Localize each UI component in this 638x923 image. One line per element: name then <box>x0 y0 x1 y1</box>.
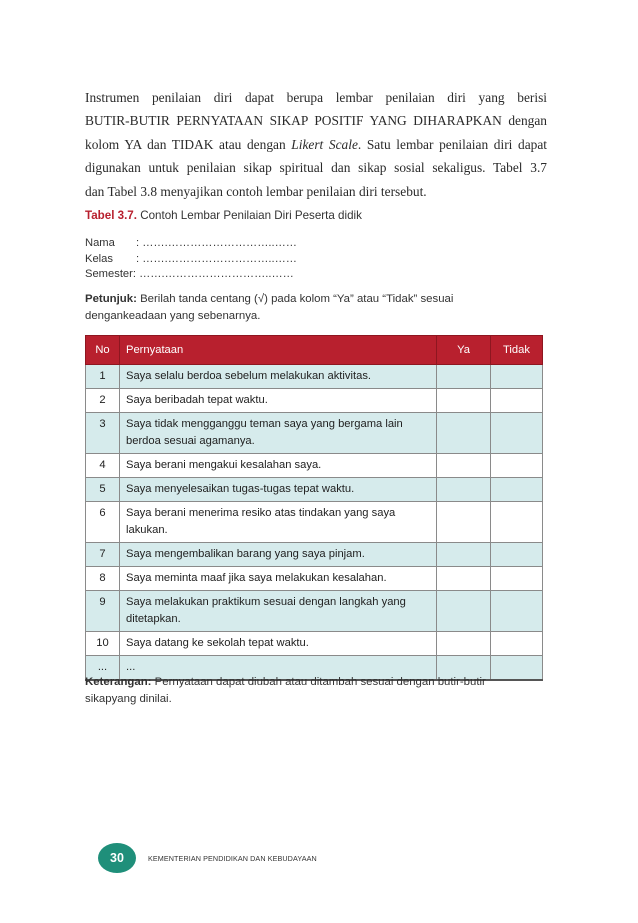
tidak-checkbox-cell[interactable] <box>491 478 543 502</box>
statement-line: Saya berani mengakui kesalahan saya. <box>126 459 322 471</box>
tidak-checkbox-cell[interactable] <box>491 567 543 591</box>
notes-label: Keterangan: <box>85 676 152 688</box>
header-statement: Pernyataan <box>120 336 437 365</box>
notes-text: sikapyang dinilai. <box>85 693 172 705</box>
statement-line: Saya menyelesaikan tugas-tugas tepat waktu. <box>126 483 355 495</box>
publisher-name: KEMENTERIAN PENDIDIKAN DAN KEBUDAYAAN <box>148 853 317 863</box>
table-row <box>86 389 543 413</box>
assessment-table <box>85 335 543 681</box>
row-number: 7 <box>86 543 120 567</box>
statement-line: Saya mengembalikan barang yang saya pinjam. <box>126 548 365 560</box>
tidak-checkbox-cell[interactable] <box>491 413 543 454</box>
statement-line: Saya meminta maaf jika saya melakukan kesalahan. <box>126 572 387 584</box>
table-header-row <box>86 336 543 365</box>
row-statement <box>120 543 437 567</box>
row-number: 2 <box>86 389 120 413</box>
row-number: 8 <box>86 567 120 591</box>
row-statement <box>120 567 437 591</box>
ya-checkbox-cell[interactable] <box>437 632 491 656</box>
field-label: Kelas <box>85 252 113 265</box>
tidak-checkbox-cell[interactable] <box>491 365 543 389</box>
tidak-checkbox-cell[interactable] <box>491 591 543 632</box>
ya-checkbox-cell[interactable] <box>437 502 491 543</box>
intro-line: dan Tabel 3.8 menyajikan contoh lembar penilaian diri tersebut. <box>85 183 427 199</box>
instructions-text: Berilah tanda centang (√) pada kolom “Ya” atau “Tidak” sesuai <box>136 293 454 305</box>
row-number: 1 <box>86 365 120 389</box>
row-number: 3 <box>86 413 120 454</box>
table-row <box>86 502 543 543</box>
field-dots: : …….………………………..…… <box>132 268 294 280</box>
row-number: 4 <box>86 454 120 478</box>
intro-text: . Satu lembar penilaian diri dapat <box>357 136 547 152</box>
tidak-checkbox-cell[interactable] <box>491 632 543 656</box>
intro-text: kolom YA dan TIDAK atau dengan <box>85 136 292 152</box>
statement-line: lakukan. <box>126 524 168 536</box>
row-statement <box>120 365 437 389</box>
row-number: 9 <box>86 591 120 632</box>
instructions <box>85 291 545 325</box>
field-dots: : …….………………………..…… <box>136 252 297 265</box>
tidak-checkbox-cell[interactable] <box>491 389 543 413</box>
tidak-checkbox-cell[interactable] <box>491 454 543 478</box>
table-row <box>86 632 543 656</box>
statement-line: Saya melakukan praktikum sesuai dengan langkah yang <box>126 596 406 608</box>
row-number: 10 <box>86 632 120 656</box>
ya-checkbox-cell[interactable] <box>437 543 491 567</box>
row-statement <box>120 591 437 632</box>
ya-checkbox-cell[interactable] <box>437 591 491 632</box>
row-statement <box>120 632 437 656</box>
row-number: 6 <box>86 502 120 543</box>
intro-paragraph <box>85 86 547 203</box>
table-caption-tag: Tabel 3.7. <box>85 209 137 222</box>
page-footer <box>98 843 317 873</box>
field-semester[interactable] <box>85 267 297 283</box>
table-row <box>86 591 543 632</box>
row-statement <box>120 454 437 478</box>
table-caption-text: Contoh Lembar Penilaian Diri Peserta didik <box>136 209 362 222</box>
intro-line: digunakan untuk penilaian sikap spiritual dan sikap sosial sekaligus. Tabel 3.7 <box>85 160 547 176</box>
page-number-badge: 30 <box>98 843 136 873</box>
ya-checkbox-cell[interactable] <box>437 365 491 389</box>
intro-line <box>85 133 547 156</box>
tidak-checkbox-cell[interactable] <box>491 543 543 567</box>
notes-text: Pernyataan dapat diubah atau ditambah sesuai dengan butir-butir <box>151 676 486 688</box>
field-label: Semester <box>85 268 133 280</box>
statement-line: berdoa sesuai agamanya. <box>126 435 255 447</box>
table-row <box>86 567 543 591</box>
statement-line: Saya datang ke sekolah tepat waktu. <box>126 637 309 649</box>
field-kelas[interactable] <box>85 252 297 268</box>
statement-line: Saya beribadah tepat waktu. <box>126 394 268 406</box>
statement-line: Saya selalu berdoa sebelum melakukan aktivitas. <box>126 370 372 382</box>
ya-checkbox-cell[interactable] <box>437 389 491 413</box>
likert-scale-term: Likert Scale <box>291 136 358 152</box>
instructions-label: Petunjuk: <box>85 293 137 305</box>
field-dots: : …….………………………..…… <box>136 237 297 249</box>
header-ya: Ya <box>437 336 491 365</box>
field-label: Nama <box>85 237 115 249</box>
statement-line: ... <box>126 661 136 673</box>
statement-line: Saya tidak mengganggu teman saya yang bergama lain <box>126 418 403 430</box>
header-tidak: Tidak <box>491 336 543 365</box>
table-row <box>86 413 543 454</box>
table-row <box>86 478 543 502</box>
intro-line: BUTIR-BUTIR PERNYATAAN SIKAP POSITIF YANG DIHARAPKAN dengan <box>85 113 547 129</box>
table-row <box>86 454 543 478</box>
tidak-checkbox-cell[interactable] <box>491 502 543 543</box>
intro-line: Instrumen penilaian diri dapat berupa lembar penilaian diri yang berisi <box>85 90 547 105</box>
statement-line: ditetapkan. <box>126 613 181 625</box>
row-statement <box>120 389 437 413</box>
row-number: 5 <box>86 478 120 502</box>
row-number: ... <box>86 656 120 681</box>
ya-checkbox-cell[interactable] <box>437 478 491 502</box>
ya-checkbox-cell[interactable] <box>437 567 491 591</box>
header-no: No <box>86 336 120 365</box>
notes <box>85 674 545 708</box>
table-row <box>86 543 543 567</box>
student-fields <box>85 236 297 283</box>
ya-checkbox-cell[interactable] <box>437 413 491 454</box>
row-statement <box>120 478 437 502</box>
instructions-text: dengankeadaan yang sebenarnya. <box>85 310 261 322</box>
table-caption <box>85 209 362 222</box>
statement-line: Saya berani menerima resiko atas tindakan yang saya <box>126 507 396 519</box>
table-row <box>86 365 543 389</box>
field-nama[interactable] <box>85 236 297 252</box>
row-statement <box>120 502 437 543</box>
ya-checkbox-cell[interactable] <box>437 454 491 478</box>
row-statement <box>120 413 437 454</box>
